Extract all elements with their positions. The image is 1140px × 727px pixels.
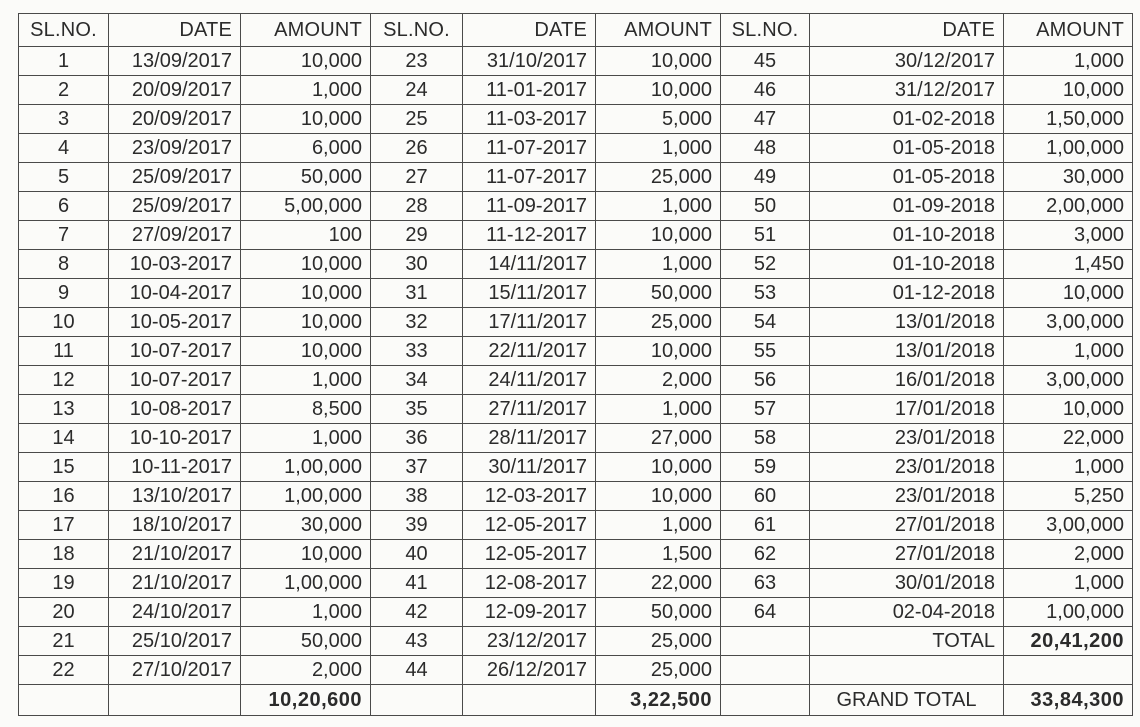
- amount-cell: 10,000: [241, 47, 371, 76]
- amount-cell: 27,000: [596, 424, 721, 453]
- sl-no-cell: 53: [721, 279, 810, 308]
- sl-no-cell: 26: [371, 134, 463, 163]
- grand-total-label: GRAND TOTAL: [810, 685, 1004, 716]
- sl-no-cell: 60: [721, 482, 810, 511]
- sl-no-cell: 64: [721, 598, 810, 627]
- empty-cell: [810, 656, 1004, 685]
- amount-cell: 10,000: [241, 540, 371, 569]
- amount-cell: 1,000: [1004, 453, 1133, 482]
- date-cell: 28/11/2017: [463, 424, 596, 453]
- table-row: [19, 627, 1133, 656]
- amount-cell: 25,000: [596, 627, 721, 656]
- date-cell: 23/01/2018: [810, 482, 1004, 511]
- header-sl-no: SL.NO.: [19, 14, 109, 47]
- table-row: [19, 598, 1133, 627]
- date-cell: 10-05-2017: [109, 308, 241, 337]
- amount-cell: 1,000: [1004, 47, 1133, 76]
- sl-no-cell: 24: [371, 76, 463, 105]
- table-row: [19, 47, 1133, 76]
- date-cell: 25/09/2017: [109, 163, 241, 192]
- ledger-body: [19, 47, 1133, 685]
- sl-no-cell: 59: [721, 453, 810, 482]
- date-cell: 24/10/2017: [109, 598, 241, 627]
- sl-no-cell: 37: [371, 453, 463, 482]
- payments-ledger-table: [18, 13, 1133, 716]
- header-amount: AMOUNT: [596, 14, 721, 47]
- table-row: [19, 105, 1133, 134]
- header-amount: AMOUNT: [241, 14, 371, 47]
- empty-cell: [463, 685, 596, 716]
- date-cell: 17/11/2017: [463, 308, 596, 337]
- date-cell: 01-05-2018: [810, 163, 1004, 192]
- amount-cell: 1,000: [241, 76, 371, 105]
- table-row: [19, 656, 1133, 685]
- amount-cell: 1,000: [596, 511, 721, 540]
- amount-cell: 1,000: [241, 366, 371, 395]
- sl-no-cell: 35: [371, 395, 463, 424]
- date-cell: 01-09-2018: [810, 192, 1004, 221]
- table-row: [19, 540, 1133, 569]
- date-cell: 13/01/2018: [810, 308, 1004, 337]
- date-cell: 02-04-2018: [810, 598, 1004, 627]
- date-cell: 13/09/2017: [109, 47, 241, 76]
- table-row: [19, 221, 1133, 250]
- amount-cell: 1,000: [241, 598, 371, 627]
- header-sl-no: SL.NO.: [371, 14, 463, 47]
- sl-no-cell: 58: [721, 424, 810, 453]
- sl-no-cell: 9: [19, 279, 109, 308]
- date-cell: 01-12-2018: [810, 279, 1004, 308]
- amount-cell: 10,000: [596, 453, 721, 482]
- date-cell: 27/09/2017: [109, 221, 241, 250]
- amount-cell: 25,000: [596, 308, 721, 337]
- table-row: [19, 163, 1133, 192]
- date-cell: 11-07-2017: [463, 163, 596, 192]
- sl-no-cell: 10: [19, 308, 109, 337]
- amount-cell: 1,00,000: [1004, 598, 1133, 627]
- table-row: [19, 76, 1133, 105]
- amount-cell: 10,000: [1004, 279, 1133, 308]
- sl-no-cell: 14: [19, 424, 109, 453]
- sl-no-cell: 47: [721, 105, 810, 134]
- sl-no-cell: 50: [721, 192, 810, 221]
- date-cell: 24/11/2017: [463, 366, 596, 395]
- amount-cell: 1,000: [1004, 569, 1133, 598]
- amount-cell: 5,000: [596, 105, 721, 134]
- amount-cell: 100: [241, 221, 371, 250]
- date-cell: 27/01/2018: [810, 540, 1004, 569]
- empty-cell: [109, 685, 241, 716]
- amount-cell: 1,000: [1004, 337, 1133, 366]
- sl-no-cell: 41: [371, 569, 463, 598]
- date-cell: 17/01/2018: [810, 395, 1004, 424]
- amount-cell: 10,000: [241, 105, 371, 134]
- date-cell: 10-08-2017: [109, 395, 241, 424]
- amount-cell: 25,000: [596, 163, 721, 192]
- date-cell: 31/10/2017: [463, 47, 596, 76]
- sl-no-cell: 48: [721, 134, 810, 163]
- sl-no-cell: 30: [371, 250, 463, 279]
- amount-cell: 25,000: [596, 656, 721, 685]
- sl-no-cell: 36: [371, 424, 463, 453]
- subtotal-amount: 10,20,600: [241, 685, 371, 716]
- amount-cell: 3,00,000: [1004, 511, 1133, 540]
- table-row: [19, 308, 1133, 337]
- amount-cell: 3,00,000: [1004, 308, 1133, 337]
- sl-no-cell: 1: [19, 47, 109, 76]
- amount-cell: 6,000: [241, 134, 371, 163]
- date-cell: 23/01/2018: [810, 453, 1004, 482]
- header-date: DATE: [810, 14, 1004, 47]
- amount-cell: 10,000: [241, 308, 371, 337]
- date-cell: 25/10/2017: [109, 627, 241, 656]
- empty-cell: [721, 627, 810, 656]
- sl-no-cell: 25: [371, 105, 463, 134]
- table-row: [19, 279, 1133, 308]
- amount-cell: 50,000: [241, 163, 371, 192]
- amount-cell: 50,000: [596, 279, 721, 308]
- sl-no-cell: 55: [721, 337, 810, 366]
- header-sl-no: SL.NO.: [721, 14, 810, 47]
- sl-no-cell: 42: [371, 598, 463, 627]
- amount-cell: 50,000: [596, 598, 721, 627]
- amount-cell: 2,00,000: [1004, 192, 1133, 221]
- date-cell: 01-10-2018: [810, 250, 1004, 279]
- sl-no-cell: 23: [371, 47, 463, 76]
- amount-cell: 1,00,000: [1004, 134, 1133, 163]
- table-row: [19, 395, 1133, 424]
- date-cell: 16/01/2018: [810, 366, 1004, 395]
- header-amount: AMOUNT: [1004, 14, 1133, 47]
- table-row: [19, 482, 1133, 511]
- amount-cell: 10,000: [596, 221, 721, 250]
- sl-no-cell: 44: [371, 656, 463, 685]
- amount-cell: 22,000: [596, 569, 721, 598]
- amount-cell: 10,000: [1004, 76, 1133, 105]
- sl-no-cell: 7: [19, 221, 109, 250]
- sl-no-cell: 19: [19, 569, 109, 598]
- amount-cell: 1,50,000: [1004, 105, 1133, 134]
- date-cell: 30/11/2017: [463, 453, 596, 482]
- amount-cell: 1,00,000: [241, 453, 371, 482]
- table-row: [19, 453, 1133, 482]
- date-cell: 23/12/2017: [463, 627, 596, 656]
- header-date: DATE: [463, 14, 596, 47]
- date-cell: 27/01/2018: [810, 511, 1004, 540]
- sl-no-cell: 43: [371, 627, 463, 656]
- date-cell: 11-12-2017: [463, 221, 596, 250]
- empty-cell: [371, 685, 463, 716]
- date-cell: 10-11-2017: [109, 453, 241, 482]
- total-label: TOTAL: [810, 627, 1004, 656]
- sl-no-cell: 2: [19, 76, 109, 105]
- sl-no-cell: 52: [721, 250, 810, 279]
- sl-no-cell: 20: [19, 598, 109, 627]
- amount-cell: 1,000: [596, 134, 721, 163]
- amount-cell: 10,000: [596, 47, 721, 76]
- subtotal-amount: 3,22,500: [596, 685, 721, 716]
- empty-cell: [19, 685, 109, 716]
- amount-cell: 2,000: [1004, 540, 1133, 569]
- sl-no-cell: 18: [19, 540, 109, 569]
- date-cell: 12-08-2017: [463, 569, 596, 598]
- amount-cell: 5,250: [1004, 482, 1133, 511]
- sl-no-cell: 39: [371, 511, 463, 540]
- amount-cell: 1,000: [596, 192, 721, 221]
- sl-no-cell: 29: [371, 221, 463, 250]
- amount-cell: 1,000: [596, 395, 721, 424]
- sl-no-cell: 32: [371, 308, 463, 337]
- date-cell: 26/12/2017: [463, 656, 596, 685]
- date-cell: 20/09/2017: [109, 105, 241, 134]
- date-cell: 10-04-2017: [109, 279, 241, 308]
- amount-cell: 1,00,000: [241, 569, 371, 598]
- amount-cell: 1,000: [241, 424, 371, 453]
- amount-cell: 10,000: [596, 76, 721, 105]
- date-cell: 12-09-2017: [463, 598, 596, 627]
- amount-cell: 10,000: [1004, 395, 1133, 424]
- amount-cell: 10,000: [596, 482, 721, 511]
- header-row: [19, 14, 1133, 47]
- table-row: [19, 192, 1133, 221]
- sl-no-cell: 15: [19, 453, 109, 482]
- date-cell: 12-05-2017: [463, 540, 596, 569]
- table-row: [19, 366, 1133, 395]
- date-cell: 10-07-2017: [109, 337, 241, 366]
- sl-no-cell: 46: [721, 76, 810, 105]
- amount-cell: 1,000: [596, 250, 721, 279]
- sl-no-cell: 16: [19, 482, 109, 511]
- date-cell: 27/10/2017: [109, 656, 241, 685]
- amount-cell: 22,000: [1004, 424, 1133, 453]
- empty-cell: [721, 685, 810, 716]
- sl-no-cell: 3: [19, 105, 109, 134]
- amount-cell: 30,000: [1004, 163, 1133, 192]
- sl-no-cell: 63: [721, 569, 810, 598]
- sl-no-cell: 49: [721, 163, 810, 192]
- date-cell: 10-10-2017: [109, 424, 241, 453]
- date-cell: 18/10/2017: [109, 511, 241, 540]
- sl-no-cell: 8: [19, 250, 109, 279]
- sl-no-cell: 40: [371, 540, 463, 569]
- amount-cell: 10,000: [241, 250, 371, 279]
- date-cell: 01-05-2018: [810, 134, 1004, 163]
- sl-no-cell: 17: [19, 511, 109, 540]
- sl-no-cell: 6: [19, 192, 109, 221]
- date-cell: 13/01/2018: [810, 337, 1004, 366]
- sl-no-cell: 61: [721, 511, 810, 540]
- date-cell: 11-07-2017: [463, 134, 596, 163]
- sl-no-cell: 62: [721, 540, 810, 569]
- amount-cell: 1,450: [1004, 250, 1133, 279]
- date-cell: 12-05-2017: [463, 511, 596, 540]
- amount-cell: 3,000: [1004, 221, 1133, 250]
- sl-no-cell: 56: [721, 366, 810, 395]
- date-cell: 23/09/2017: [109, 134, 241, 163]
- table-row: [19, 250, 1133, 279]
- sl-no-cell: 5: [19, 163, 109, 192]
- date-cell: 12-03-2017: [463, 482, 596, 511]
- sl-no-cell: 13: [19, 395, 109, 424]
- date-cell: 30/01/2018: [810, 569, 1004, 598]
- amount-cell: 5,00,000: [241, 192, 371, 221]
- sl-no-cell: 51: [721, 221, 810, 250]
- sl-no-cell: 34: [371, 366, 463, 395]
- date-cell: 23/01/2018: [810, 424, 1004, 453]
- table-row: [19, 569, 1133, 598]
- date-cell: 11-03-2017: [463, 105, 596, 134]
- date-cell: 01-10-2018: [810, 221, 1004, 250]
- sl-no-cell: 4: [19, 134, 109, 163]
- sl-no-cell: 38: [371, 482, 463, 511]
- sl-no-cell: 31: [371, 279, 463, 308]
- date-cell: 27/11/2017: [463, 395, 596, 424]
- amount-cell: 1,500: [596, 540, 721, 569]
- sl-no-cell: 27: [371, 163, 463, 192]
- amount-cell: 2,000: [241, 656, 371, 685]
- date-cell: 21/10/2017: [109, 569, 241, 598]
- date-cell: 20/09/2017: [109, 76, 241, 105]
- grand-total-row: [19, 685, 1133, 716]
- amount-cell: 2,000: [596, 366, 721, 395]
- total-amount: 20,41,200: [1004, 627, 1133, 656]
- date-cell: 22/11/2017: [463, 337, 596, 366]
- amount-cell: 3,00,000: [1004, 366, 1133, 395]
- amount-cell: 8,500: [241, 395, 371, 424]
- sl-no-cell: 22: [19, 656, 109, 685]
- grand-total-amount: 33,84,300: [1004, 685, 1133, 716]
- sl-no-cell: 21: [19, 627, 109, 656]
- date-cell: 13/10/2017: [109, 482, 241, 511]
- table-row: [19, 134, 1133, 163]
- amount-cell: 10,000: [596, 337, 721, 366]
- table-row: [19, 337, 1133, 366]
- sl-no-cell: 11: [19, 337, 109, 366]
- table-row: [19, 511, 1133, 540]
- date-cell: 15/11/2017: [463, 279, 596, 308]
- date-cell: 30/12/2017: [810, 47, 1004, 76]
- sl-no-cell: 28: [371, 192, 463, 221]
- empty-cell: [721, 656, 810, 685]
- amount-cell: 1,00,000: [241, 482, 371, 511]
- empty-cell: [1004, 656, 1133, 685]
- amount-cell: 30,000: [241, 511, 371, 540]
- amount-cell: 10,000: [241, 337, 371, 366]
- sl-no-cell: 54: [721, 308, 810, 337]
- date-cell: 25/09/2017: [109, 192, 241, 221]
- date-cell: 10-03-2017: [109, 250, 241, 279]
- date-cell: 01-02-2018: [810, 105, 1004, 134]
- header-date: DATE: [109, 14, 241, 47]
- amount-cell: 50,000: [241, 627, 371, 656]
- sl-no-cell: 45: [721, 47, 810, 76]
- table-row: [19, 424, 1133, 453]
- sl-no-cell: 33: [371, 337, 463, 366]
- date-cell: 14/11/2017: [463, 250, 596, 279]
- date-cell: 31/12/2017: [810, 76, 1004, 105]
- date-cell: 11-09-2017: [463, 192, 596, 221]
- amount-cell: 10,000: [241, 279, 371, 308]
- date-cell: 11-01-2017: [463, 76, 596, 105]
- sl-no-cell: 57: [721, 395, 810, 424]
- date-cell: 21/10/2017: [109, 540, 241, 569]
- sl-no-cell: 12: [19, 366, 109, 395]
- date-cell: 10-07-2017: [109, 366, 241, 395]
